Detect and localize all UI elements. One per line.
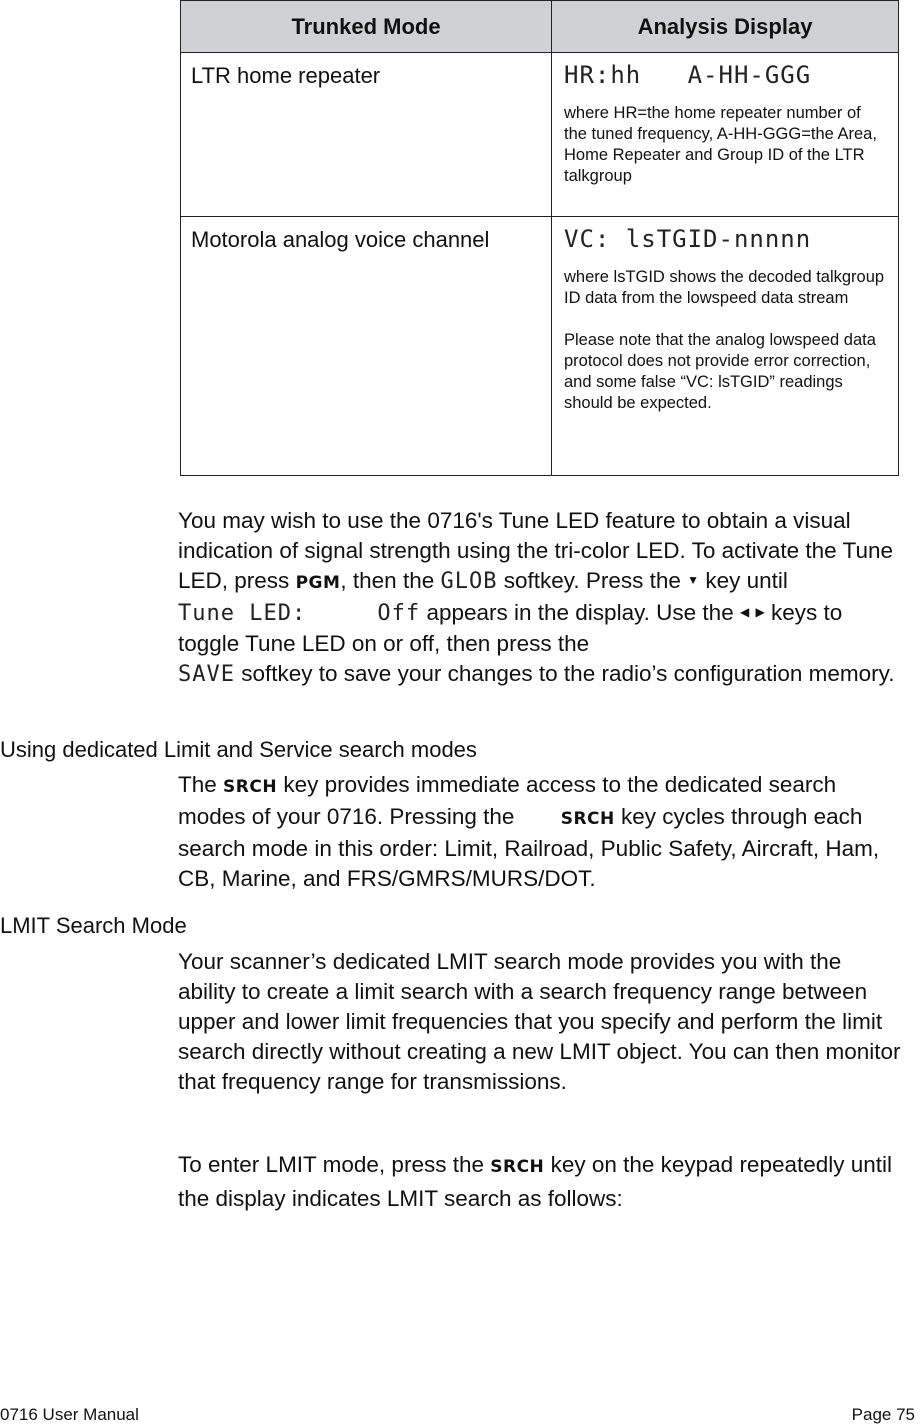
- pgm-key-label: PGM: [295, 573, 341, 593]
- footer-page-number: Page 75: [851, 1405, 915, 1424]
- header-trunked-mode: Trunked Mode: [181, 1, 552, 53]
- tune-led-display-text: Tune LED: Off: [178, 601, 421, 626]
- trunked-mode-table: [180, 0, 899, 476]
- section-heading-limit-service: Using dedicated Limit and Service search modes: [0, 737, 477, 762]
- lmit-paragraph-2: [178, 1149, 903, 1214]
- lcd-readout: VC: lsTGID-nnnnn: [564, 225, 812, 253]
- analysis-note: where lsTGID shows the decoded talkgroup ID data from the lowspeed data stream: [564, 268, 885, 307]
- paragraph-text: key cycles through each search mode in this order: Limit, Railroad, Public Safety, Aircraft, Ham, CB, Marine, and FRS/GMRS/MURS/DOT.: [178, 804, 880, 891]
- table-header-row: [181, 1, 899, 53]
- paragraph-text: key provides immediate access to the dedicated search modes of your 0716. Pressing the: [178, 772, 837, 829]
- paragraph-text: softkey to save your changes to the radio’s configuration memory.: [241, 661, 895, 687]
- save-softkey-label: SAVE: [178, 662, 235, 688]
- mode-name-cell: LTR home repeater: [181, 53, 552, 217]
- paragraph-text: To enter LMIT mode, press the: [178, 1152, 484, 1177]
- paragraph-text: appears in the display. Use the: [426, 600, 734, 625]
- footer-manual-title: 0716 User Manual: [0, 1405, 139, 1424]
- tune-led-paragraph: [178, 506, 903, 690]
- paragraph-text: keys to toggle Tune LED on or off, then press the: [178, 600, 843, 657]
- paragraph-text: The: [178, 772, 217, 797]
- table-row: [181, 53, 899, 217]
- paragraph-text: , then the: [340, 568, 435, 593]
- paragraph-text: key until: [705, 568, 788, 593]
- down-arrow-icon: ▼: [687, 573, 700, 588]
- srch-key-paragraph: [178, 770, 903, 894]
- mode-name-cell: Motorola analog voice channel: [181, 217, 552, 476]
- lcd-readout: HR:hh A-HH-GGG: [564, 61, 812, 89]
- right-arrow-icon: ▶: [755, 605, 765, 620]
- analysis-note: where HR=the home repeater number of the tuned frequency, A-HH-GGG=the Area, Home Repeater and Group ID of the LTR talkgroup: [564, 104, 877, 185]
- section-heading-lmit: LMIT Search Mode: [0, 913, 187, 938]
- analysis-warning-note: Please note that the analog lowspeed data protocol does not provide error correction, and some false “VC: lsTGID” readings should be expected.: [564, 331, 876, 412]
- paragraph-text: key on the keypad repeatedly until the display indicates LMIT search as follows:: [178, 1152, 893, 1211]
- header-analysis-display: Analysis Display: [552, 1, 899, 53]
- paragraph-text: You may wish to use the 0716's Tune LED feature to obtain a visual indication of signal strength using the tri-color LED. To activate the Tune LED, press: [178, 508, 893, 593]
- glob-softkey-label: GLOB: [440, 569, 498, 594]
- paragraph-text: softkey. Press the: [503, 568, 681, 593]
- lmit-paragraph-1: Your scanner’s dedicated LMIT search mode provides you with the ability to create a limit search with a search frequency range between upper and lower limit frequencies that you specify and perform the limit search directly without creating a new LMIT object. You can then monitor that frequency range for transmissions.: [178, 949, 901, 1094]
- analysis-display-cell: [552, 53, 899, 217]
- analysis-display-cell: [552, 217, 899, 476]
- table-row: [181, 217, 899, 476]
- srch-key-label: SRCH: [490, 1157, 545, 1177]
- left-arrow-icon: ◀: [739, 605, 750, 620]
- srch-key-label: SRCH: [223, 777, 278, 797]
- srch-key-label: SRCH: [560, 809, 615, 829]
